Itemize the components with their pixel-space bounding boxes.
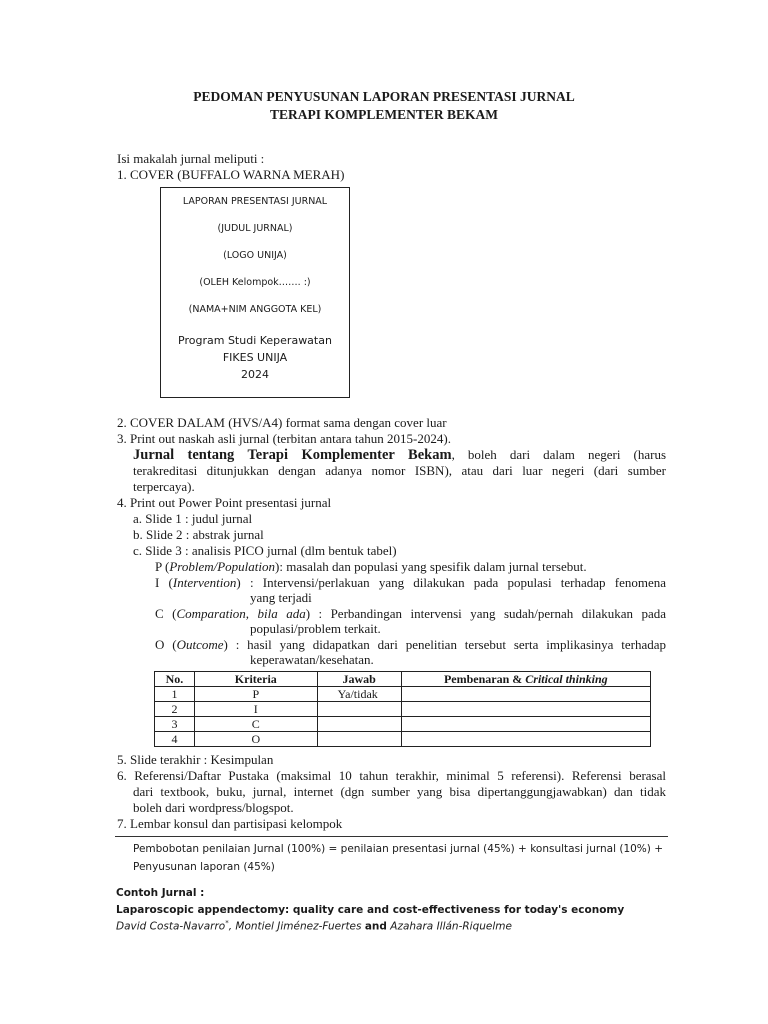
pico-o-text: ) : hasil yang didapatkan dari penelitian tersebut serta implikasinya terhadap [223, 637, 666, 652]
table-row [155, 732, 651, 747]
cover-line-5: (NAMA+NIM ANGGOTA KEL) [188, 304, 322, 315]
item-6: 6. Referensi/Daftar Pustaka (maksimal 10 tahun terakhir, minimal 5 referensi). Referensi berasal [117, 768, 666, 783]
example-label: Contoh Jurnal : [116, 887, 205, 899]
document-title-line1: PEDOMAN PENYUSUNAN LAPORAN PRESENTASI JURNAL [193, 89, 575, 104]
row-jawab [317, 732, 401, 747]
row-no: 4 [155, 732, 195, 747]
table-row [155, 702, 651, 717]
item-6-line-2: dari textbook, buku, jurnal, internet (dgn sumber yang bisa dipertanggungjawabkan) dan tidak [133, 784, 666, 799]
row-jawab: Ya/tidak [317, 687, 401, 702]
example-author-1-mark: * [225, 919, 229, 927]
example-author-2: , Montiel Jiménez-Fuertes [228, 920, 365, 933]
pico-i-text: ) : Intervensi/perlakuan yang dilakukan pada populasi terhadap fenomena [236, 575, 666, 590]
pico-i [155, 575, 666, 590]
example-authors [116, 919, 512, 933]
row-jawab [317, 717, 401, 732]
item-4a: a. Slide 1 : judul jurnal [133, 511, 253, 526]
item-2: 2. COVER DALAM (HVS/A4) format sama dengan cover luar [117, 415, 447, 430]
cover-line-3: (LOGO UNIJA) [223, 250, 287, 261]
pico-c-term: Comparation, bila ada [176, 606, 306, 621]
cover-example-box [160, 187, 350, 398]
table-row [155, 717, 651, 732]
example-and: and [364, 920, 387, 933]
pico-i-continued: yang terjadi [250, 590, 312, 605]
pico-o-term: Outcome [176, 637, 224, 652]
pico-o-continued: keperawatan/kesehatan. [250, 652, 374, 667]
document-title-line2: TERAPI KOMPLEMENTER BEKAM [269, 107, 498, 122]
example-journal-title: Laparoscopic appendectomy: quality care and cost-effectiveness for today's economy [116, 904, 625, 916]
item-1: 1. COVER (BUFFALO WARNA MERAH) [117, 167, 345, 182]
item-7: 7. Lembar konsul dan partisipasi kelompok [117, 816, 343, 831]
weighting-line-2: Penyusunan laporan (45%) [133, 861, 275, 873]
item-3-rest: , boleh dari dalam negeri (harus [451, 447, 667, 462]
divider [115, 836, 668, 837]
cover-line-2: (JUDUL JURNAL) [217, 223, 293, 234]
row-no: 3 [155, 717, 195, 732]
item-6-line-3: boleh dari wordpress/blogspot. [133, 800, 294, 815]
cover-line-8: 2024 [241, 368, 269, 381]
row-kriteria: O [194, 732, 317, 747]
header-no: No. [155, 672, 195, 687]
header-critical-thinking: Critical thinking [525, 672, 608, 686]
item-4: 4. Print out Power Point presentasi jurnal [117, 495, 332, 510]
example-author-1: David Costa-Navarro [116, 920, 226, 933]
cover-line-6: Program Studi Keperawatan [178, 334, 332, 347]
row-no: 1 [155, 687, 195, 702]
weighting-line-1: Pembobotan penilaian Jurnal (100%) = penilaian presentasi jurnal (45%) + konsultasi jurnal (10%) + [133, 843, 664, 855]
row-pembenaran [401, 702, 650, 717]
pico-o-prefix: O ( [155, 637, 177, 652]
pico-table-header [155, 672, 651, 687]
table-row [155, 687, 651, 702]
pico-o [155, 637, 666, 652]
pico-i-term: Intervention [172, 575, 237, 590]
item-4b: b. Slide 2 : abstrak jurnal [133, 527, 264, 542]
cover-line-7: FIKES UNIJA [222, 351, 288, 364]
pico-p-term: Problem/Population [169, 559, 276, 574]
item-3-line-4: terpercaya). [133, 479, 195, 494]
item-3-line-2 [133, 447, 666, 463]
pico-c [155, 606, 666, 621]
pico-p [155, 559, 587, 574]
header-pembenaran [401, 672, 650, 687]
cover-line-4: (OLEH Kelompok……. :) [199, 277, 311, 288]
item-4c: c. Slide 3 : analisis PICO jurnal (dlm bentuk tabel) [133, 543, 397, 558]
row-pembenaran [401, 732, 650, 747]
pico-c-continued: populasi/problem terkait. [250, 621, 381, 636]
pico-i-prefix: I ( [155, 575, 173, 590]
row-pembenaran [401, 717, 650, 732]
pico-table [154, 671, 651, 747]
row-jawab [317, 702, 401, 717]
item-5: 5. Slide terakhir : Kesimpulan [117, 752, 274, 767]
row-pembenaran [401, 687, 650, 702]
cover-line-1: LAPORAN PRESENTASI JURNAL [182, 196, 328, 207]
row-kriteria: I [194, 702, 317, 717]
pico-c-prefix: C ( [155, 606, 177, 621]
item-3: 3. Print out naskah asli jurnal (terbitan antara tahun 2015-2024). [117, 431, 451, 446]
header-pembenaran-text: Pembenaran & [443, 672, 526, 686]
pico-c-text: ) : Perbandingan intervensi yang sudah/pernah dilakukan pada [305, 606, 666, 621]
pico-p-text: ): masalah dan populasi yang spesifik dalam jurnal tersebut. [275, 559, 587, 574]
row-kriteria: C [194, 717, 317, 732]
item-3-bold: Jurnal tentang Terapi Komplementer Bekam [133, 447, 452, 463]
intro-text: Isi makalah jurnal meliputi : [117, 151, 265, 166]
header-jawab: Jawab [317, 672, 401, 687]
row-no: 2 [155, 702, 195, 717]
item-3-line-3: terakreditasi ditunjukkan dengan adanya nomor ISBN), atau dari luar negeri (dari sumber [133, 463, 666, 478]
example-author-3: Azahara Illán-Riquelme [386, 920, 512, 933]
pico-p-prefix: P ( [155, 559, 170, 574]
header-kriteria: Kriteria [194, 672, 317, 687]
row-kriteria: P [194, 687, 317, 702]
